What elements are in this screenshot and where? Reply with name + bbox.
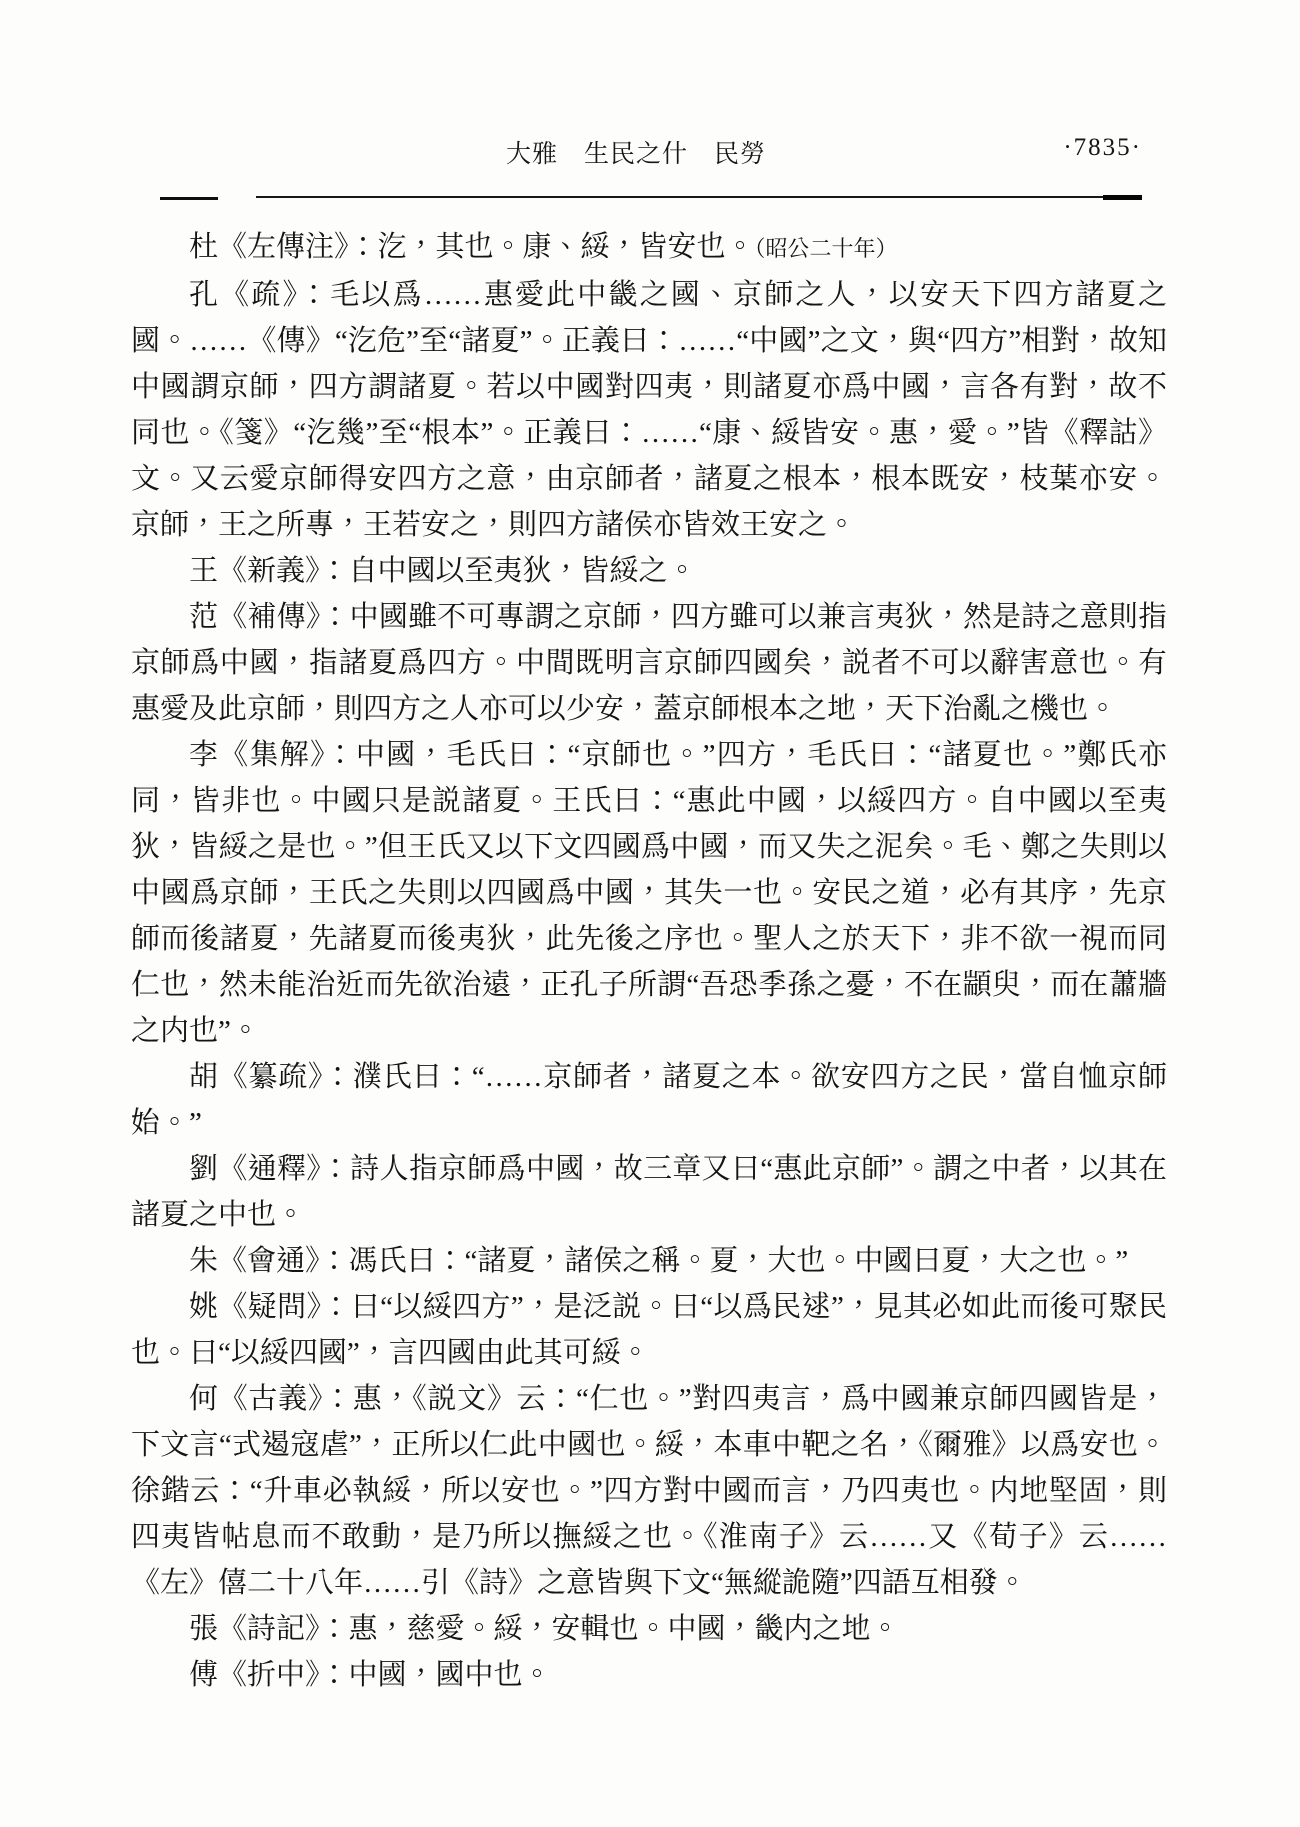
paragraph-zhu-huitong <box>131 1238 1167 1284</box>
paragraph-fan-buzhuan <box>131 594 1167 732</box>
paragraph-text: 劉《通釋》：詩人指京師爲中國，故三章又曰“惠此京師”。謂之中者，以其在諸夏之中也。 <box>131 1153 1167 1231</box>
paragraph-text: 朱《會通》：馮氏曰：“諸夏，諸侯之稱。夏，大也。中國曰夏，大之也。” <box>189 1245 1129 1277</box>
paragraph-text: 張《詩記》：惠，慈愛。綏，安輯也。中國，畿内之地。 <box>189 1613 900 1645</box>
paragraph-text: 王《新義》：自中國以至夷狄，皆綏之。 <box>189 555 697 587</box>
paragraph-zhang-shiji <box>131 1606 1167 1652</box>
paragraph-he-guyi <box>131 1376 1167 1606</box>
paragraph-text: 李《集解》：中國，毛氏曰：“京師也。”四方，毛氏曰：“諸夏也。”鄭氏亦同，皆非也。中國只是説諸夏。王氏曰：“惠此中國，以綏四方。自中國以至夷狄，皆綏之是也。”但王氏又以下文四國爲中國，而又失之泥矣。毛、鄭之失則以中國爲京師，王氏之失則以四國爲中國，其失一也。安民之道，必有其序，先京師而後諸夏，先諸夏而後夷狄，此先後之序也。聖人之於天下，非不欲一視而同仁也，然未能治近而先欲治遠，正孔子所謂“吾恐季孫之憂，不在顓臾，而在蕭牆之内也”。 <box>131 739 1167 1047</box>
paragraph-du-zuozhuanzhu <box>131 224 1167 272</box>
paragraph-text: 杜《左傳注》：汔，其也。康、綏，皆安也。 <box>189 231 755 263</box>
paragraph-text: 孔《疏》：毛以爲……惠愛此中畿之國、京師之人，以安天下四方諸夏之國。……《傳》“汔危”至“諸夏”。正義曰：……“中國”之文，與“四方”相對，故知中國謂京師，四方謂諸夏。若以中國對四夷，則諸夏亦爲中國，言各有對，故不同也。《箋》“汔幾”至“根本”。正義曰：……“康、綏皆安。惠，愛。”皆《釋詁》文。又云愛京師得安四方之意，由京師者，諸夏之根本，根本既安，枝葉亦安。京師，王之所專，王若安之，則四方諸侯亦皆效王安之。 <box>131 279 1167 541</box>
paragraph-yao-yiwen <box>131 1284 1167 1376</box>
paragraph-liu-tongshi <box>131 1146 1167 1238</box>
paragraph-text: 傅《折中》：中國，國中也。 <box>189 1659 552 1691</box>
inline-note: （昭公二十年） <box>754 236 898 261</box>
paragraph-text: 何《古義》：惠，《説文》云：“仁也。”對四夷言，爲中國兼京師四國皆是，下文言“式遏寇虐”，正所以仁此中國也。綏，本車中靶之名，《爾雅》以爲安也。徐鍇云：“升車必執綏，所以安也。”四方對中國而言，乃四夷也。内地堅固，則四夷皆帖息而不敢動，是乃所以撫綏之也。《淮南子》云……又《荀子》云……《左》僖二十八年……引《詩》之意皆與下文“無縱詭隨”四語互相發。 <box>131 1383 1167 1599</box>
header-divider <box>256 196 1106 198</box>
page-number: ·7835· <box>1063 134 1142 161</box>
page-header <box>130 134 1142 170</box>
paragraph-wang-xinyi <box>131 548 1167 594</box>
running-title: 大雅 生民之什 民勞 <box>505 141 766 168</box>
paragraph-text: 胡《纂疏》：濮氏曰：“……京師者，諸夏之本。欲安四方之民，當自恤京師始。” <box>131 1061 1167 1139</box>
paragraph-hu-zuanshu <box>131 1054 1167 1146</box>
paragraph-li-jijie <box>131 732 1167 1054</box>
header-divider-right-bold <box>1103 195 1142 200</box>
paragraph-fu-zhezhong <box>131 1652 1167 1698</box>
paragraph-text: 范《補傳》：中國雖不可專謂之京師，四方雖可以兼言夷狄，然是詩之意則指京師爲中國，指諸夏爲四方。中間既明言京師四國矣，説者不可以辭害意也。有惠愛及此京師，則四方之人亦可以少安，蓋京師根本之地，天下治亂之機也。 <box>131 601 1167 725</box>
paragraph-kong-shu <box>131 272 1167 548</box>
commentary-text-block <box>131 224 1167 1698</box>
header-divider-left-dash <box>160 197 218 200</box>
paragraph-text: 姚《疑問》：曰“以綏四方”，是泛説。曰“以爲民逑”，見其必如此而後可聚民也。曰“以綏四國”，言四國由此其可綏。 <box>131 1291 1167 1369</box>
